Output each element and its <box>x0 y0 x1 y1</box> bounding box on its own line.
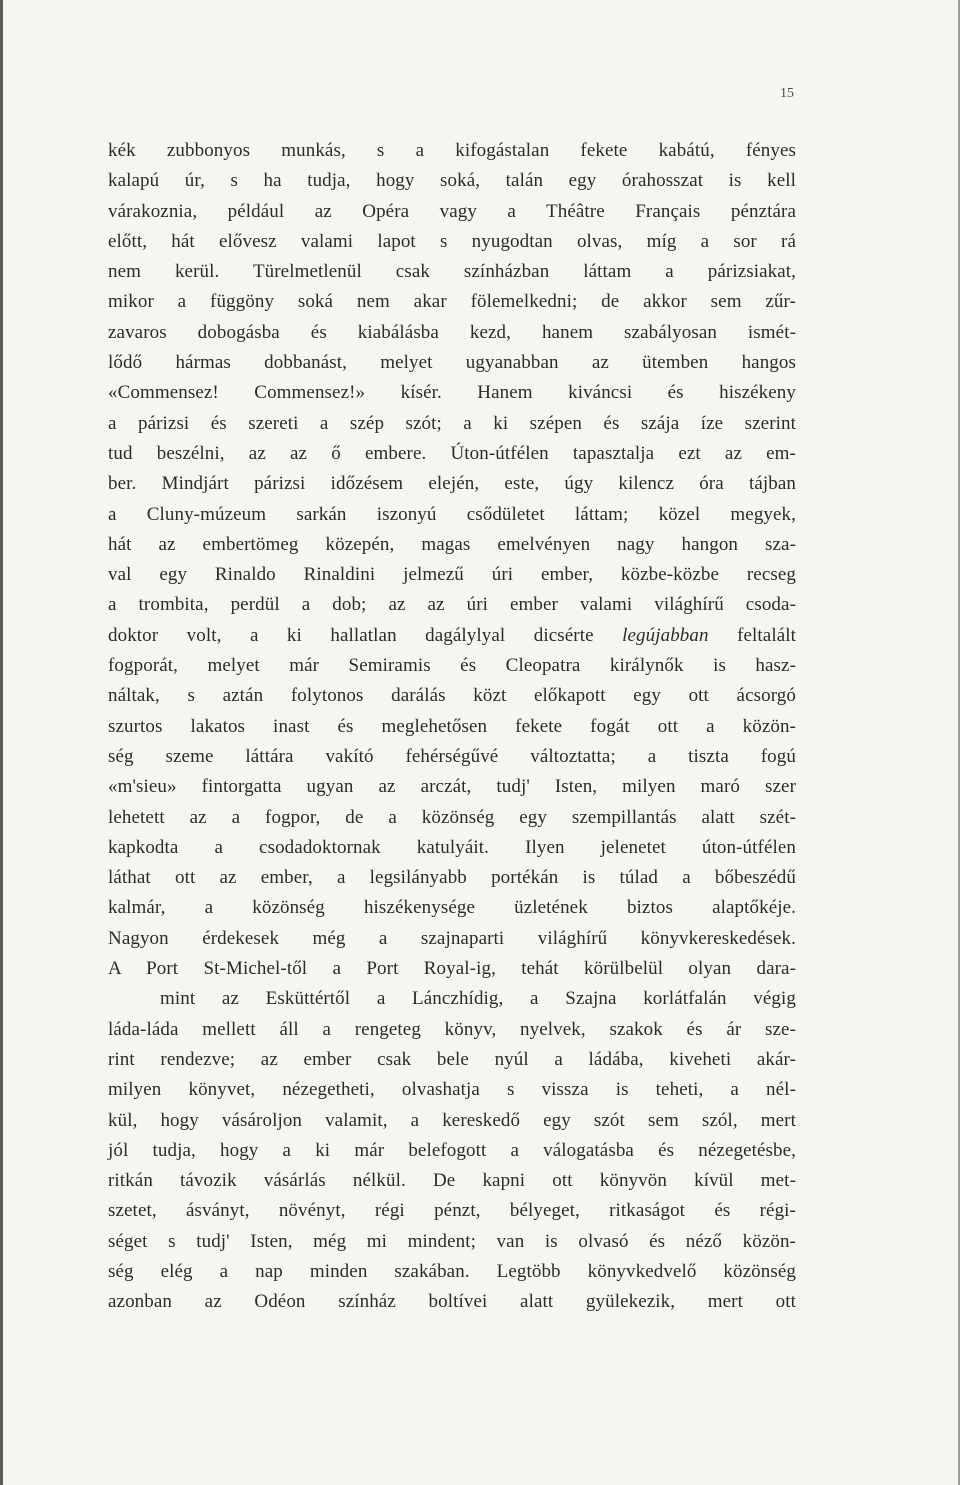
line-text: kalapú úr, s ha tudja, hogy soká, talán egy órahosszat is kell <box>108 170 796 192</box>
text-line <box>108 409 796 439</box>
text-line <box>108 893 796 923</box>
text-line <box>108 954 796 984</box>
line-text: ség szeme láttára vakító fehérségűvé változtatta; a tiszta fogú <box>108 745 796 767</box>
text-line <box>108 1166 796 1196</box>
line-text: a párizsi és szereti a szép szót; a ki szépen és szája íze szerint <box>108 412 796 434</box>
line-text: kül, hogy vásároljon valamit, a kereskedő egy szót sem szól, mert <box>108 1109 796 1131</box>
line-text: ség elég a nap minden szakában. Legtöbb könyvkedvelő közönség <box>108 1260 796 1282</box>
line-text: rint rendezve; az ember csak bele nyúl a ládába, kiveheti akár- <box>108 1048 796 1070</box>
text-line <box>108 651 796 681</box>
line-text: szurtos lakatos inast és meglehetősen fekete fogát ott a közön- <box>108 715 796 737</box>
line-text: mikor a függöny soká nem akar fölemelkedni; de akkor sem zűr- <box>108 291 796 313</box>
line-text: kalmár, a közönség hiszékenysége üzletének biztos alaptőkéje. <box>108 897 796 919</box>
text-line <box>108 287 796 317</box>
text-line <box>108 1257 796 1287</box>
line-text: doktor volt, a ki hallatlan dagálylyal dicsérte <box>108 624 623 646</box>
text-line <box>108 924 796 954</box>
line-text: szetet, ásványt, növényt, régi pénzt, bélyeget, ritkaságot és régi- <box>108 1200 796 1222</box>
text-line <box>108 863 796 893</box>
text-line <box>108 1287 796 1317</box>
line-text: kék zubbonyos munkás, s a kifogástalan fekete kabátú, fényes <box>108 140 796 161</box>
text-line <box>108 257 796 287</box>
body-text <box>108 136 796 1318</box>
text-line <box>108 136 796 166</box>
text-line <box>108 1075 796 1105</box>
text-line <box>108 500 796 530</box>
line-text: kapkodta a csodadoktornak katulyáit. Ilyen jelenetet úton-útfélen <box>108 836 796 858</box>
line-text: lehetett az a fogpor, de a közönség egy szempillantás alatt szét- <box>108 806 796 828</box>
line-text: séget s tudj' Isten, még mi mindent; van is olvasó és néző közön- <box>108 1230 796 1252</box>
line-text: val egy Rinaldo Rinaldini jelmezű úri ember, közbe-közbe recseg <box>108 564 796 586</box>
line-text: «m'sieu» fintorgatta ugyan az arczát, tudj' Isten, milyen maró szer <box>108 776 796 798</box>
page-number: 15 <box>780 86 794 101</box>
line-text: láthat ott az ember, a legsilányabb portékán is túlad a bőbeszédű <box>108 867 796 889</box>
line-text: jól tudja, hogy a ki már belefogott a válogatásba és nézegetésbe, <box>108 1139 796 1161</box>
text-line <box>108 439 796 469</box>
text-line <box>108 833 796 863</box>
text-line <box>108 712 796 742</box>
line-text: A Port St-Michel-től a Port Royal-ig, tehát körülbelül olyan dara- <box>108 958 796 980</box>
line-text: ritkán távozik vásárlás nélkül. De kapni ott könyvön kívül met- <box>108 1170 796 1192</box>
scan-edge-left <box>0 0 3 1485</box>
line-text-continued: feltalált <box>708 624 796 646</box>
text-line <box>108 1196 796 1226</box>
line-text: náltak, s aztán folytonos darálás közt előkapott egy ott ácsorgó <box>108 685 796 707</box>
text-line <box>108 590 796 620</box>
text-line <box>108 348 796 378</box>
line-text: «Commensez! Commensez!» kísér. Hanem kiváncsi és hiszékeny <box>108 382 796 404</box>
text-line <box>108 772 796 802</box>
line-text: várakoznia, például az Opéra vagy a Théâtre Français pénztára <box>108 200 796 222</box>
text-line <box>108 1015 796 1045</box>
text-line <box>108 197 796 227</box>
line-text: nem kerül. Türelmetlenül csak színházban láttam a párizsiakat, <box>108 261 796 283</box>
italic-word: legújabban <box>622 624 709 646</box>
line-text: mint az Esküttértől a Lánczhídig, a Szajna korlátfalán végig <box>160 988 796 1010</box>
text-line <box>108 227 796 257</box>
line-text: láda-láda mellett áll a rengeteg könyv, nyelvek, szakok és ár sze- <box>108 1018 796 1040</box>
line-text: hát az embertömeg közepén, magas emelvényen nagy hangon sza- <box>108 533 796 555</box>
text-line <box>108 681 796 711</box>
line-text: a Cluny-múzeum sarkán iszonyú csődületet láttam; közel megyek, <box>108 503 796 525</box>
text-line <box>108 469 796 499</box>
line-text: ber. Mindjárt párizsi időzésem elején, este, úgy kilencz óra tájban <box>108 473 796 495</box>
line-text: fogporát, melyet már Semiramis és Cleopatra királynők is hasz- <box>108 655 796 677</box>
text-line <box>108 1045 796 1075</box>
text-line <box>108 378 796 408</box>
text-line <box>108 742 796 772</box>
text-line <box>108 1106 796 1136</box>
text-line <box>108 984 796 1014</box>
text-line <box>108 1227 796 1257</box>
text-line <box>108 318 796 348</box>
line-text: lődő hármas dobbanást, melyet ugyanabban az ütemben hangos <box>108 352 796 374</box>
line-text: tud beszélni, az az ő embere. Úton-útfélen tapasztalja ezt az em- <box>108 442 796 464</box>
line-text: zavaros dobogásba és kiabálásba kezd, hanem szabályosan ismét- <box>108 321 796 343</box>
line-text: azonban az Odéon színház boltívei alatt gyülekezik, mert ott <box>108 1291 796 1313</box>
text-line <box>108 803 796 833</box>
text-line <box>108 1136 796 1166</box>
line-text: Nagyon érdekesek még a szajnaparti világhírű könyvkereskedések. <box>108 927 796 949</box>
line-text: előtt, hát elővesz valami lapot s nyugodtan olvas, míg a sor rá <box>108 230 796 252</box>
text-line <box>108 560 796 590</box>
text-line <box>108 166 796 196</box>
text-line <box>108 530 796 560</box>
line-text: milyen könyvet, nézegetheti, olvashatja s vissza is teheti, a nél- <box>108 1079 796 1101</box>
line-text: a trombita, perdül a dob; az az úri ember valami világhírű csoda- <box>108 594 796 616</box>
text-line <box>108 621 796 651</box>
